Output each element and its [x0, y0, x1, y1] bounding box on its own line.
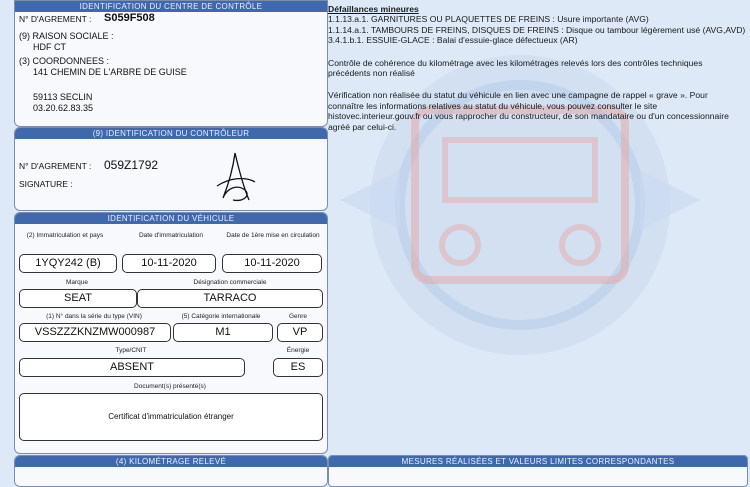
defaillance-item-3: 3.4.1.b.1. ESSUIE-GLACE : Balai d'essuie-glace défectueux (AR)	[328, 35, 578, 46]
controleur-panel	[14, 127, 328, 211]
mesures-header: MESURES RÉALISÉES ET VALEURS LIMITES CORRESPONDANTES	[329, 456, 747, 467]
vin-caption: (1) N° dans la série du type (VIN)	[46, 313, 142, 320]
signature-label: SIGNATURE :	[19, 179, 73, 189]
centre-agrement-label: N° D'AGREMENT :	[19, 14, 92, 24]
raison-value: HDF CT	[33, 42, 66, 52]
genre-caption: Genre	[288, 313, 308, 320]
categorie-field: M1	[173, 323, 273, 342]
defaillance-item-2: 1.1.14.a.1. TAMBOURS DE FREINS, DISQUES DE FREINS : Disque ou tambour légèrement usé (AVG,AVD)	[328, 24, 746, 35]
kilometrage-panel	[14, 455, 328, 487]
marque-caption: Marque	[65, 279, 89, 286]
centre-panel	[14, 0, 328, 127]
signature-image	[205, 148, 265, 208]
defaillances-section	[328, 4, 746, 132]
vin-field: VSSZZZKNZMW000987	[19, 323, 171, 342]
controleur-agrement-label: N° D'AGREMENT :	[19, 161, 92, 171]
coordonnees-label: (3) COORDONNEES :	[19, 56, 110, 66]
vehicule-panel	[14, 212, 328, 454]
documents-caption: Document(s) présenté(s)	[134, 383, 206, 390]
centre-agrement-value: S059F508	[104, 12, 155, 24]
defaillance-item-1: 1.1.13.a.1. GARNITURES OU PLAQUETTES DE FREINS : Usure importante (AVG)	[328, 14, 649, 25]
immat-caption: (2) Immatriculation et pays	[26, 232, 104, 239]
marque-field: SEAT	[19, 289, 137, 308]
energie-caption: Énergie	[286, 347, 310, 354]
vehicule-header: IDENTIFICATION DU VÉHICULE	[15, 213, 327, 224]
rappel-note: Vérification non réalisée du statut du véhicule en lien avec une campagne de rappel « grave ». Pour connaître les informations relatives au statut du véhicule, vous pouvez consulter le site histovec.interieur.gouv.fr ou vous rapprocher du constructeur, de son mandataire ou d'un concessionnaire agréé par celui-ci.	[328, 90, 729, 132]
phone: 03.20.62.83.35	[33, 103, 94, 113]
genre-field: VP	[277, 323, 323, 342]
date-first-caption: Date de 1ère mise en circulation	[226, 232, 320, 239]
defaillances-title: Défaillances mineures	[328, 4, 419, 14]
designation-field: TARRACO	[137, 289, 323, 308]
address-line2: 59113 SECLIN	[33, 92, 93, 102]
documents-field: Certificat d'immatriculation étranger	[19, 393, 323, 441]
energie-field: ES	[273, 358, 323, 377]
raison-label: (9) RAISON SOCIALE :	[19, 31, 114, 41]
designation-caption: Désignation commerciale	[193, 279, 267, 286]
address-line1: 141 CHEMIN DE L'ARBRE DE GUISE	[33, 67, 187, 77]
type-field: ABSENT	[19, 358, 245, 377]
type-caption: Type/CNIT	[115, 347, 147, 354]
date-immat-caption: Date d'immatriculation	[138, 232, 204, 239]
centre-header: IDENTIFICATION DU CENTRE DE CONTRÔLE	[15, 1, 327, 12]
controleur-agrement-value: 059Z1792	[104, 158, 159, 172]
controleur-header: (9) IDENTIFICATION DU CONTRÔLEUR	[15, 128, 327, 139]
immat-field: 1YQY242 (B)	[19, 254, 117, 273]
categorie-caption: (5) Catégorie internationale	[181, 313, 261, 320]
date-immat-field: 10-11-2020	[122, 254, 216, 273]
kilometrage-header: (4) KILOMÉTRAGE RELEVÉ	[15, 456, 327, 467]
mesures-panel	[328, 455, 748, 487]
kilometrage-note: Contrôle de cohérence du kilométrage avec les kilométrages relevés lors des contrôles techniques précédents non réalisé	[328, 57, 703, 79]
date-first-field: 10-11-2020	[222, 254, 322, 273]
